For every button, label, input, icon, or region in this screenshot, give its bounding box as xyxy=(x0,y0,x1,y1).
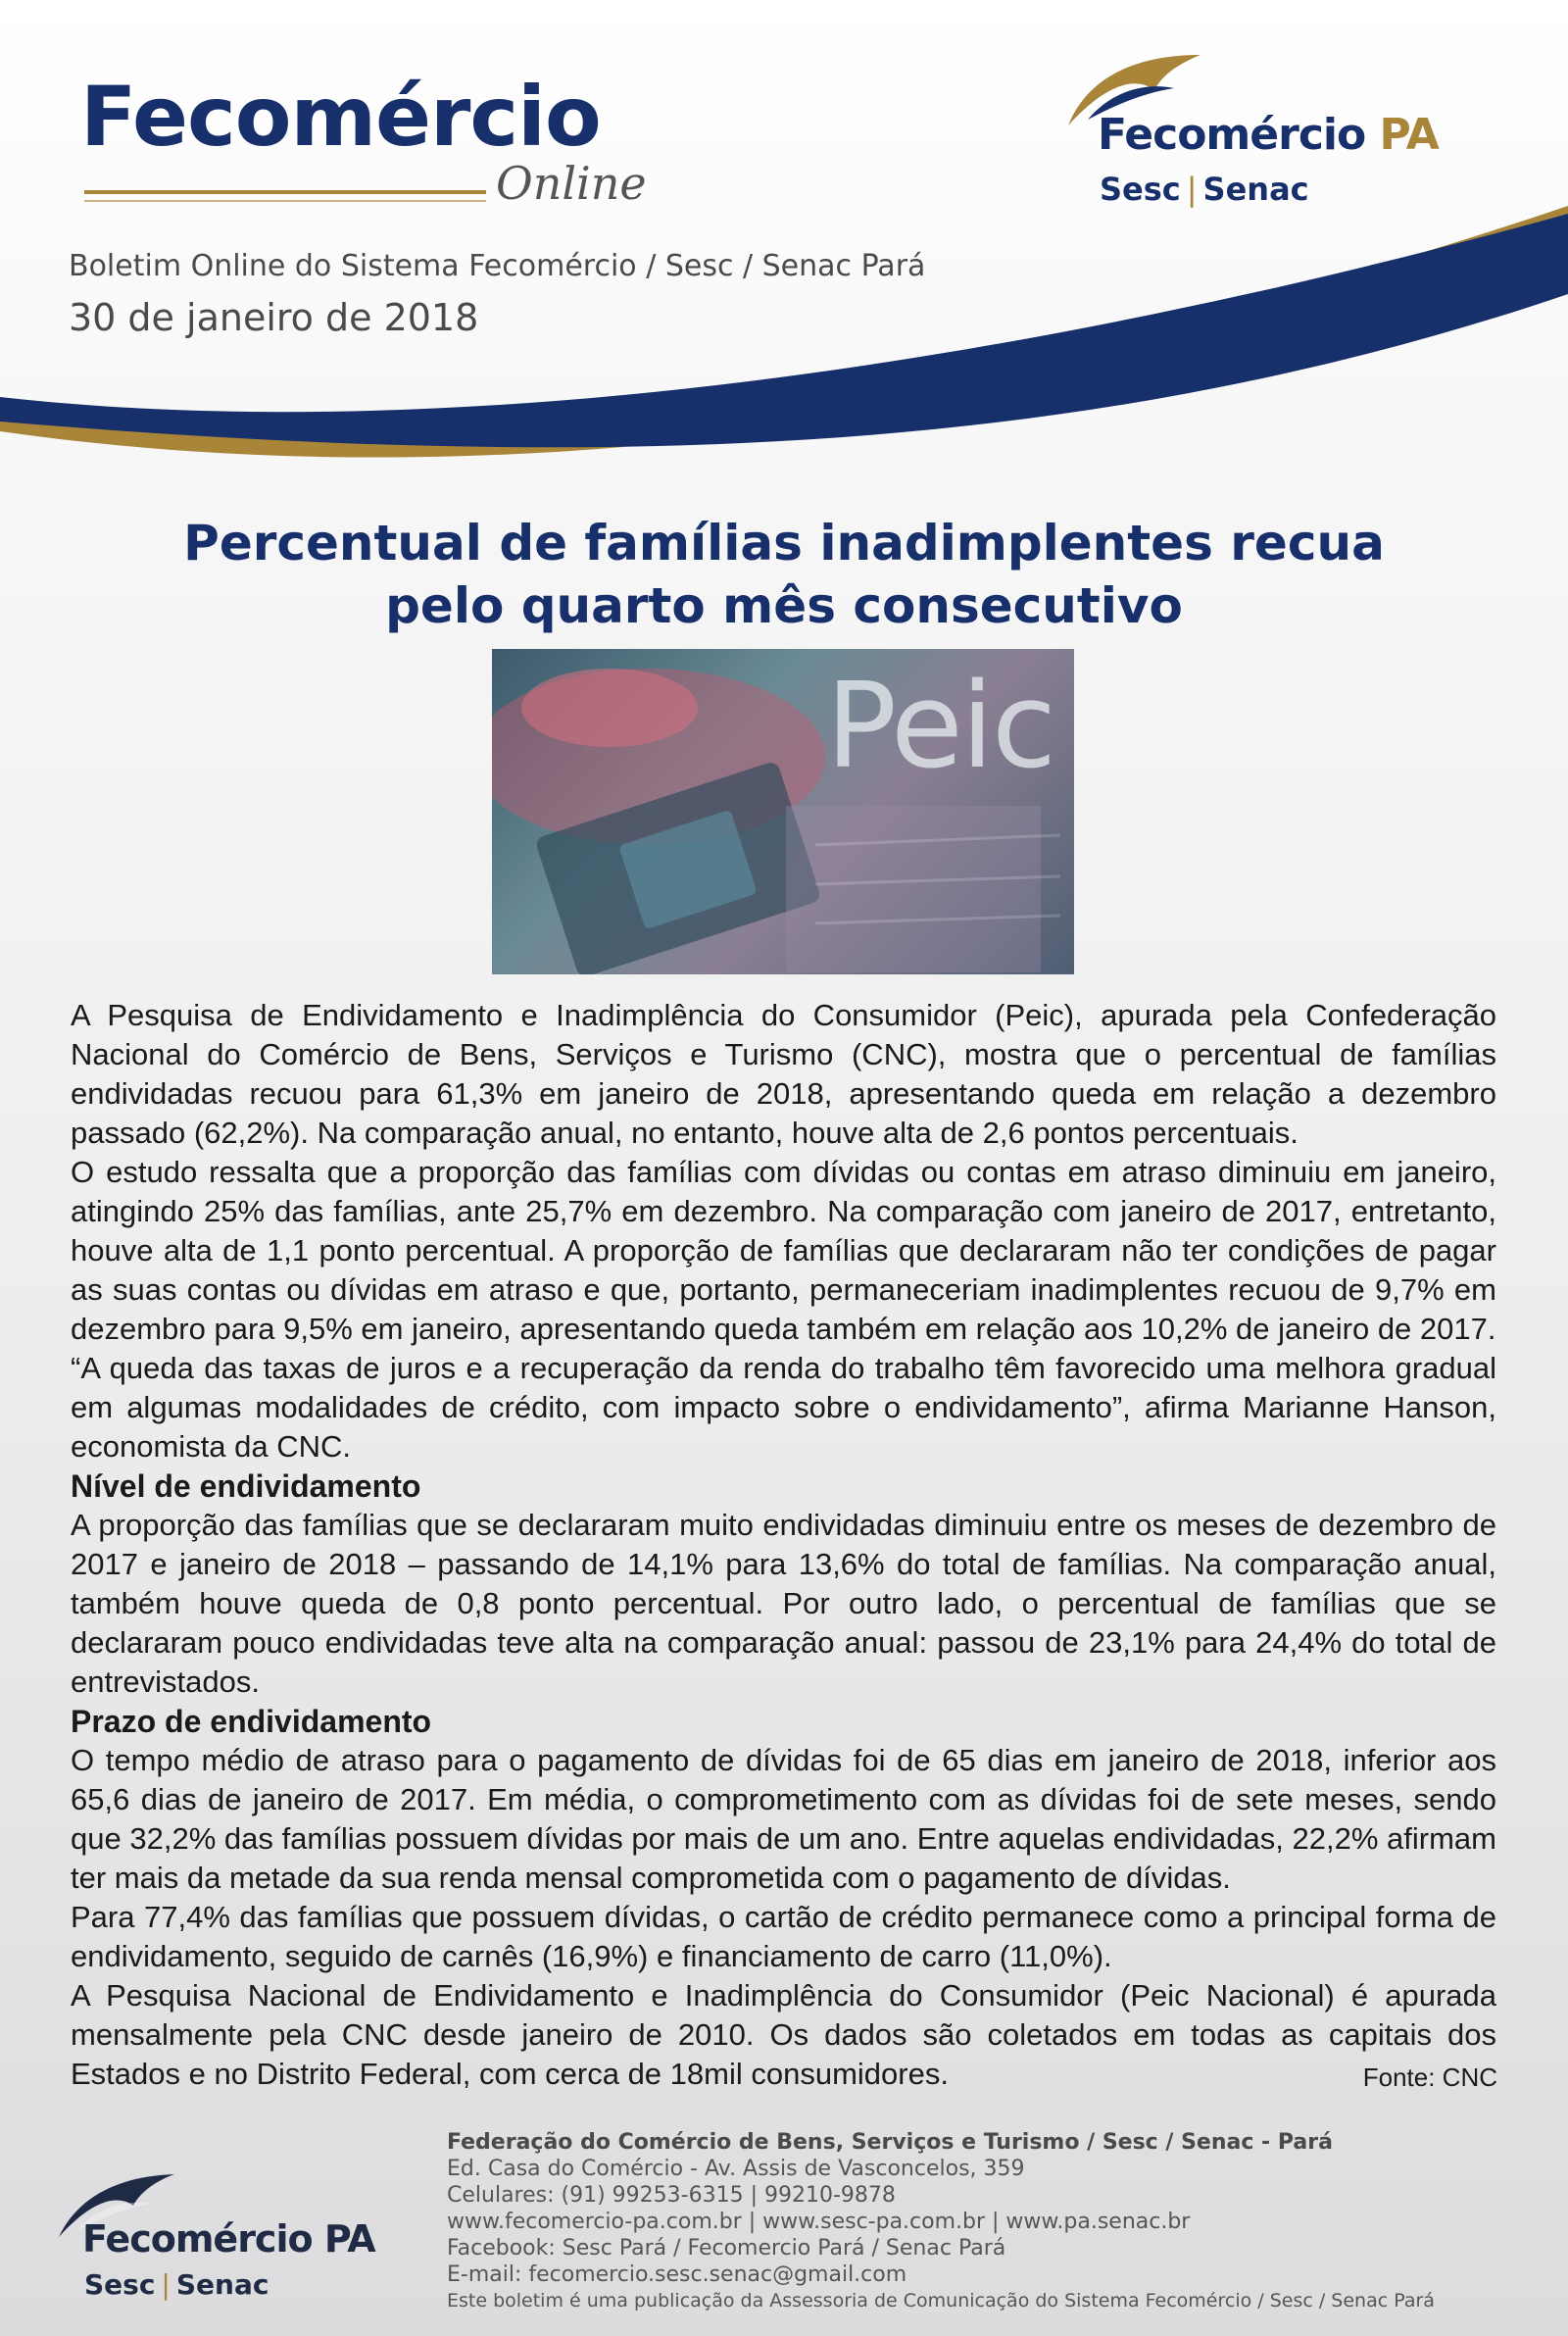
logo-region-text: PA xyxy=(1379,110,1439,160)
footer-facebook: Facebook: Sesc Pará / Fecomercio Pará / Senac Pará xyxy=(447,2236,1006,2261)
article-source: Fonte: CNC xyxy=(1362,2063,1497,2092)
logo-senac-text: Senac xyxy=(1202,171,1309,208)
footer-phones: Celulares: (91) 99253-6315 | 99210-9878 xyxy=(447,2183,896,2208)
bulletin-description: Boletim Online do Sistema Fecomércio / Sesc / Senac Pará xyxy=(69,249,926,283)
newsletter-title: Fecomércio xyxy=(80,69,601,165)
logo-sesc-text: Sesc xyxy=(1100,171,1181,208)
article-body xyxy=(71,996,1496,2094)
footer-org-name: Federação do Comércio de Bens, Serviços e Turismo / Sesc / Senac - Pará xyxy=(447,2130,1333,2155)
logo-fecomercio-pa xyxy=(1098,110,1439,160)
footer-logo-region-text: PA xyxy=(323,2217,375,2261)
title-underline-thin xyxy=(84,200,486,202)
hero-peic-text: Peic xyxy=(825,659,1054,795)
footer-publication-note: Este boletim é uma publicação da Assessoria de Comunicação do Sistema Fecomércio / Sesc / Senac Pará xyxy=(447,2290,1435,2311)
section-heading-prazo: Prazo de endividamento xyxy=(71,1704,432,1739)
title-underline xyxy=(84,190,486,194)
bulletin-date: 30 de janeiro de 2018 xyxy=(69,296,479,339)
newsletter-subtitle: Online xyxy=(496,157,647,210)
peic-hero-image xyxy=(492,649,1074,974)
footer-email: E-mail: fecomercio.sesc.senac@gmail.com xyxy=(447,2262,907,2287)
article-paragraph-2: O estudo ressalta que a proporção das famílias com dívidas ou contas em atraso diminuiu em janeiro, atingindo 25% das famílias, ante 25,7% em dezembro. Na comparação com janeiro de 2017, entretanto, houve alta de 1,1 ponto percentual. A proporção de famílias que declararam não ter condições de pagar as suas contas ou dívidas em atraso e que, portanto, permaneceriam inadimplentes recuou de 9,7% em dezembro para 9,5% em janeiro, apresentando queda também em relação aos 10,2% de janeiro de 2017. xyxy=(71,1155,1496,1346)
logo-sesc-senac xyxy=(1100,171,1309,208)
footer-address: Ed. Casa do Comércio - Av. Assis de Vasconcelos, 359 xyxy=(447,2157,1025,2181)
headline-line-2: pelo quarto mês consecutivo xyxy=(385,577,1183,634)
footer-logo-sesc-senac xyxy=(84,2268,269,2301)
headline-line-1: Percentual de famílias inadimplentes recua xyxy=(183,515,1385,572)
article-paragraph-4: A proporção das famílias que se declararam muito endividadas diminuiu entre os meses de dezembro de 2017 e janeiro de 2018 – passando de 14,1% para 13,6% do total de famílias. Na comparação anual, também houve queda de 0,8 ponto percentual. Por outro lado, o percentual de famílias que se declararam pouco endividadas teve alta na comparação anual: passou de 23,1% para 24,4% do total de entrevistados. xyxy=(71,1508,1496,1699)
logo-divider: | xyxy=(1186,171,1198,208)
footer-contact xyxy=(447,2129,1435,2314)
footer-logo-fecomercio-pa xyxy=(82,2217,375,2261)
article-paragraph-7: A Pesquisa Nacional de Endividamento e Inadimplência do Consumidor (Peic Nacional) é apurada mensalmente pela CNC desde janeiro de 2010. Os dados são coletados em todas as capitais dos Estados e no Distrito Federal, com cerca de 18mil consumidores. xyxy=(71,1978,1496,2091)
article-paragraph-3: “A queda das taxas de juros e a recuperação da renda do trabalho têm favorecido uma melhora gradual em algumas modalidades de crédito, com impacto sobre o endividamento”, afirma Marianne Hanson, economista da CNC. xyxy=(71,1351,1496,1464)
article-paragraph-6: Para 77,4% das famílias que possuem dívidas, o cartão de crédito permanece como a principal forma de endividamento, seguido de carnês (16,9%) e financiamento de carro (11,0%). xyxy=(71,1900,1496,1973)
article-paragraph-5: O tempo médio de atraso para o pagamento de dívidas foi de 65 dias em janeiro de 2018, inferior aos 65,6 dias de janeiro de 2017. Em média, o comprometimento com as dívidas foi de sete meses, sendo que 32,2% das famílias possuem dívidas por mais de um ano. Entre aquelas endividadas, 22,2% afirmam ter mais da metade da sua renda mensal comprometida com o pagamento de dívidas. xyxy=(71,1743,1496,1895)
section-heading-nivel: Nível de endividamento xyxy=(71,1468,421,1504)
footer-websites: www.fecomercio-pa.com.br | www.sesc-pa.com.br | www.pa.senac.br xyxy=(447,2210,1191,2234)
footer-logo-divider: | xyxy=(161,2268,171,2301)
article-paragraph-1: A Pesquisa de Endividamento e Inadimplência do Consumidor (Peic), apurada pela Confederação Nacional do Comércio de Bens, Serviços e Turismo (CNC), mostra que o percentual de famílias endividadas recuou para 61,3% em janeiro de 2018, apresentando queda em relação a dezembro passado (62,2%). Na comparação anual, no entanto, houve alta de 2,6 pontos percentuais. xyxy=(71,998,1496,1150)
logo-name-text: Fecomércio xyxy=(1098,110,1366,160)
footer-logo-name-text: Fecomércio xyxy=(82,2217,313,2261)
article-headline xyxy=(147,512,1421,637)
footer-logo-sesc-text: Sesc xyxy=(84,2268,156,2301)
footer-logo-senac-text: Senac xyxy=(175,2268,270,2301)
